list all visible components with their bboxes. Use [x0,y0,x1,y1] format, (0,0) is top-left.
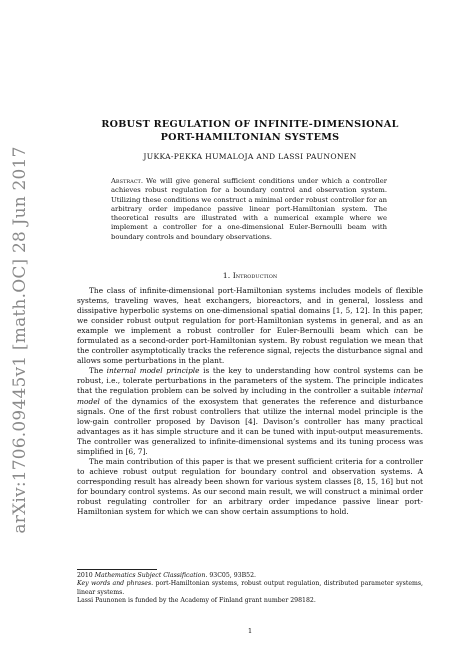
abstract-label: Abstract. [111,177,144,185]
paper-title [77,118,423,144]
keywords-text: port-Hamiltonian systems, robust output regulation, distributed parameter systems, linear systems. [77,580,423,596]
introduction-body [77,286,423,517]
arxiv-sidebar [6,140,34,540]
msc-year: 2010 [77,572,95,579]
footnote-funding: Lassi Paunonen is funded by the Academy of Finland grant number 298182. [77,597,316,605]
title-line-2: PORT-HAMILTONIAN SYSTEMS [160,132,340,143]
arxiv-identifier: arXiv:1706.09445v1 [math.OC] 28 Jun 2017 [10,146,30,534]
footnote-rule [77,569,157,570]
term-internal-model: internal model [77,386,423,406]
paper-page [77,0,423,670]
paragraph-1: The class of infinite-dimensional port-Hamiltonian systems includes models of flexible systems, traveling waves, heat exchangers, bioreactors, and in general, lossless and dissipative hyperbolic systems on one-dimensional spatial domains [1, 5, 12]. In this paper, we consider robust output regulation for port-Hamiltonian systems in general, and as an example we implement a robust controller for Euler-Bernoulli beam which can be formulated as a second-order port-Hamiltonian system. By robust regulation we mean that the controller asymptotically tracks the reference signal, rejects the disturbance signal and allows some perturbations in the plant. [77,286,423,366]
abstract-text: We will give general sufficient conditions under which a controller achieves robust regulation for a boundary control and observation system. Utilizing these conditions we construct a minimal order robust controller for an arbitrary order impedance passive linear port-Hamiltonian system. The theoretical results are illustrated with a numerical example where we implement a controller for a one-dimensional Euler-Bernoulli beam with boundary controls and boundary observations. [111,177,387,241]
page-number: 1 [247,627,253,635]
paragraph-3: The main contribution of this paper is that we present sufficient criteria for a controller to achieve robust output regulation for boundary control and observation systems. A corresponding result has already been shown for various system classes [8, 15, 16] but not for boundary control systems. As our second main result, we will construct a minimal order robust regulating controller for an arbitrary order impedance passive linear port-Hamiltonian system for which we can show certain assumptions to hold. [77,456,423,517]
footnote-keywords [77,580,423,597]
paragraph-2-part-b: is the key to understanding how control systems can be robust, i.e., tolerate perturbations in the parameters of the system. The principle indicates that the regulation problem can be solved by including in the controller a suitable [77,366,424,396]
term-internal-model-principle: internal model principle [106,366,200,376]
paragraph-2 [77,366,423,456]
footnotes [77,572,423,606]
section-heading-introduction: 1. Introduction [222,271,278,280]
keywords-label: Key words and phrases. [77,580,154,588]
msc-codes: 93C05, 93B52. [207,572,257,579]
abstract [111,177,387,242]
paragraph-2-part-c: of the dynamics of the exosystem that generates the reference and disturbance signals. One of the first robust controllers that utilize the internal model principle is the low-gain controller proposed by Davison [4]. Davison’s controller has many practical advantages as it has simple structure and it can be tuned with input-output measurements. The controller was generalized to infinite-dimensional systems and its tuning process was simplified in [6, 7]. [77,396,423,456]
paragraph-2-part-a: The [89,366,107,376]
footnote-msc [77,572,423,580]
title-line-1: ROBUST REGULATION OF INFINITE-DIMENSIONAL [101,119,399,130]
paper-authors: JUKKA-PEKKA HUMALOJA AND LASSI PAUNONEN [143,152,357,161]
msc-label: Mathematics Subject Classification. [94,572,208,579]
